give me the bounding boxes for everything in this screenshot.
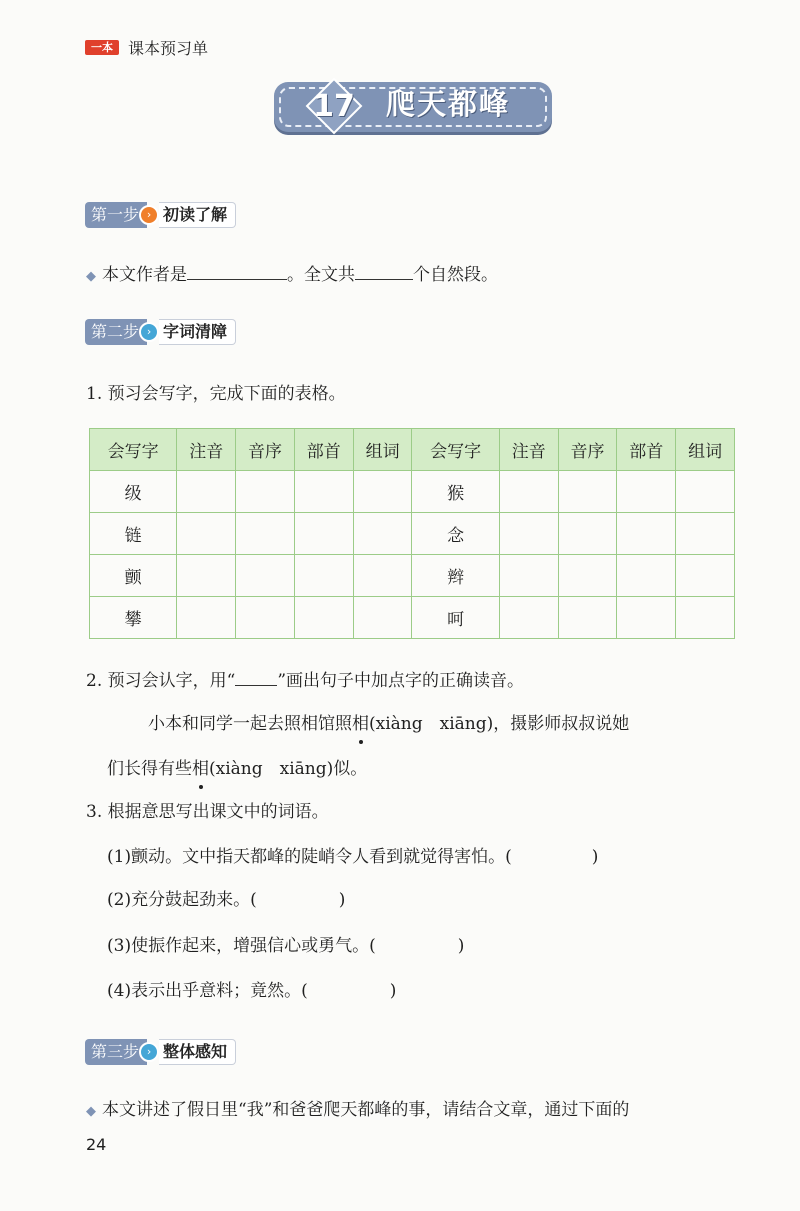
answer-cell[interactable] [353, 513, 412, 555]
close-paren: ) [338, 890, 346, 910]
answer-cell[interactable] [236, 597, 295, 639]
step3-label: 第三步 [85, 1039, 147, 1065]
answer-cell[interactable] [177, 513, 236, 555]
character-cell: 念 [412, 513, 499, 555]
book-title: 课本预习单 [128, 39, 209, 58]
answer-cell[interactable] [294, 513, 353, 555]
answer-cell[interactable] [294, 597, 353, 639]
answer-cell[interactable] [353, 597, 412, 639]
question-3: 3. 根据意思写出课文中的词语。 [86, 802, 329, 822]
answer-cell[interactable] [353, 471, 412, 513]
table-row [90, 555, 735, 597]
answer-cell[interactable] [558, 471, 617, 513]
diamond-bullet-icon: ◆ [86, 1104, 96, 1119]
item-text: (2)充分鼓起劲来。( [107, 890, 257, 910]
answer-cell[interactable] [617, 513, 676, 555]
character-cell: 辫 [412, 555, 499, 597]
answer-cell[interactable] [558, 513, 617, 555]
answer-cell[interactable] [676, 513, 735, 555]
answer-cell[interactable] [177, 555, 236, 597]
step1-header [85, 202, 236, 228]
step2-header [85, 319, 236, 345]
diamond-bullet-icon: ◆ [86, 269, 96, 284]
column-header: 组词 [676, 429, 735, 471]
underline-sample [235, 667, 277, 686]
passage-line-1 [148, 712, 629, 736]
answer-cell[interactable] [617, 555, 676, 597]
character-cell: 级 [90, 471, 177, 513]
lesson-number: 17 [313, 89, 355, 124]
step1-question [86, 261, 498, 289]
table-row [90, 471, 735, 513]
character-cell: 猴 [412, 471, 499, 513]
dotted-character[interactable]: 相 [192, 759, 209, 779]
answer-cell[interactable] [499, 555, 558, 597]
q3-item-2 [107, 888, 345, 912]
q-total: 。全文共 [287, 265, 355, 285]
paragraph-count-blank[interactable] [355, 261, 413, 280]
item-text: (3)使振作起来，增强信心或勇气。( [107, 936, 376, 956]
step3-header [85, 1039, 236, 1065]
passage-text: 小本和同学一起去照相馆照 [148, 714, 352, 734]
answer-cell[interactable] [676, 471, 735, 513]
answer-cell[interactable] [558, 555, 617, 597]
step2-label: 第二步 [85, 319, 147, 345]
answer-cell[interactable] [558, 597, 617, 639]
arrow-right-icon: › [139, 205, 159, 225]
answer-cell[interactable] [617, 597, 676, 639]
close-paren: ) [389, 981, 397, 1001]
step3-name: 整体感知 [159, 1039, 236, 1065]
lesson-banner [274, 82, 552, 132]
column-header: 注音 [177, 429, 236, 471]
page-number: 24 [86, 1135, 107, 1154]
column-header: 会写字 [412, 429, 499, 471]
character-cell: 呵 [412, 597, 499, 639]
answer-cell[interactable] [499, 513, 558, 555]
answer-cell[interactable] [499, 597, 558, 639]
column-header: 会写字 [90, 429, 177, 471]
step1-name: 初读了解 [159, 202, 236, 228]
table-row [90, 513, 735, 555]
q2-text-a: 2. 预习会认字，用“ [86, 671, 236, 691]
answer-cell[interactable] [236, 471, 295, 513]
q3-item-3 [107, 934, 464, 958]
question-2 [86, 667, 524, 693]
answer-cell[interactable] [177, 597, 236, 639]
arrow-right-icon: › [139, 322, 159, 342]
column-header: 注音 [499, 429, 558, 471]
answer-cell[interactable] [353, 555, 412, 597]
passage-line-2 [107, 757, 367, 781]
column-header: 部首 [294, 429, 353, 471]
close-paren: ) [457, 936, 465, 956]
column-header: 音序 [236, 429, 295, 471]
q3-item-1 [107, 845, 598, 869]
character-table [89, 428, 735, 639]
answer-cell[interactable] [676, 597, 735, 639]
answer-cell[interactable] [617, 471, 676, 513]
item-text: (4)表示出乎意料；竟然。( [107, 981, 308, 1001]
answer-cell[interactable] [177, 471, 236, 513]
pinyin-options[interactable]: (xiàng xiāng)似。 [209, 759, 368, 779]
lesson-title: 爬天都峰 [386, 87, 511, 121]
q-author: 本文作者是 [102, 265, 187, 285]
answer-cell[interactable] [676, 555, 735, 597]
q2-text-b: ”画出句子中加点字的正确读音。 [277, 671, 525, 691]
column-header: 组词 [353, 429, 412, 471]
brand-badge: 一本 [85, 40, 119, 55]
answer-cell[interactable] [236, 555, 295, 597]
item-text: (1)颤动。文中指天都峰的陡峭令人看到就觉得害怕。( [107, 847, 512, 867]
table-row [90, 597, 735, 639]
passage-text: 们长得有些 [107, 759, 192, 779]
close-paren: ) [591, 847, 599, 867]
character-cell: 攀 [90, 597, 177, 639]
answer-cell[interactable] [236, 513, 295, 555]
character-cell: 颤 [90, 555, 177, 597]
question-1: 1. 预习会写字，完成下面的表格。 [86, 384, 346, 404]
pinyin-options[interactable]: (xiàng xiāng)，摄影师叔叔说她 [369, 714, 630, 734]
column-header: 音序 [558, 429, 617, 471]
column-header: 部首 [617, 429, 676, 471]
step1-label: 第一步 [85, 202, 147, 228]
step3-text [86, 1098, 629, 1124]
step2-name: 字词清障 [159, 319, 236, 345]
arrow-right-icon: › [139, 1042, 159, 1062]
author-blank[interactable] [187, 261, 287, 280]
q3-item-4 [107, 979, 396, 1003]
answer-cell[interactable] [294, 555, 353, 597]
table-header-row [90, 429, 735, 471]
answer-cell[interactable] [499, 471, 558, 513]
step3-body: 本文讲述了假日里“我”和爸爸爬天都峰的事，请结合文章，通过下面的 [102, 1100, 630, 1120]
dotted-character[interactable]: 相 [352, 714, 369, 734]
character-cell: 链 [90, 513, 177, 555]
answer-cell[interactable] [294, 471, 353, 513]
q-paragraphs: 个自然段。 [413, 265, 498, 285]
